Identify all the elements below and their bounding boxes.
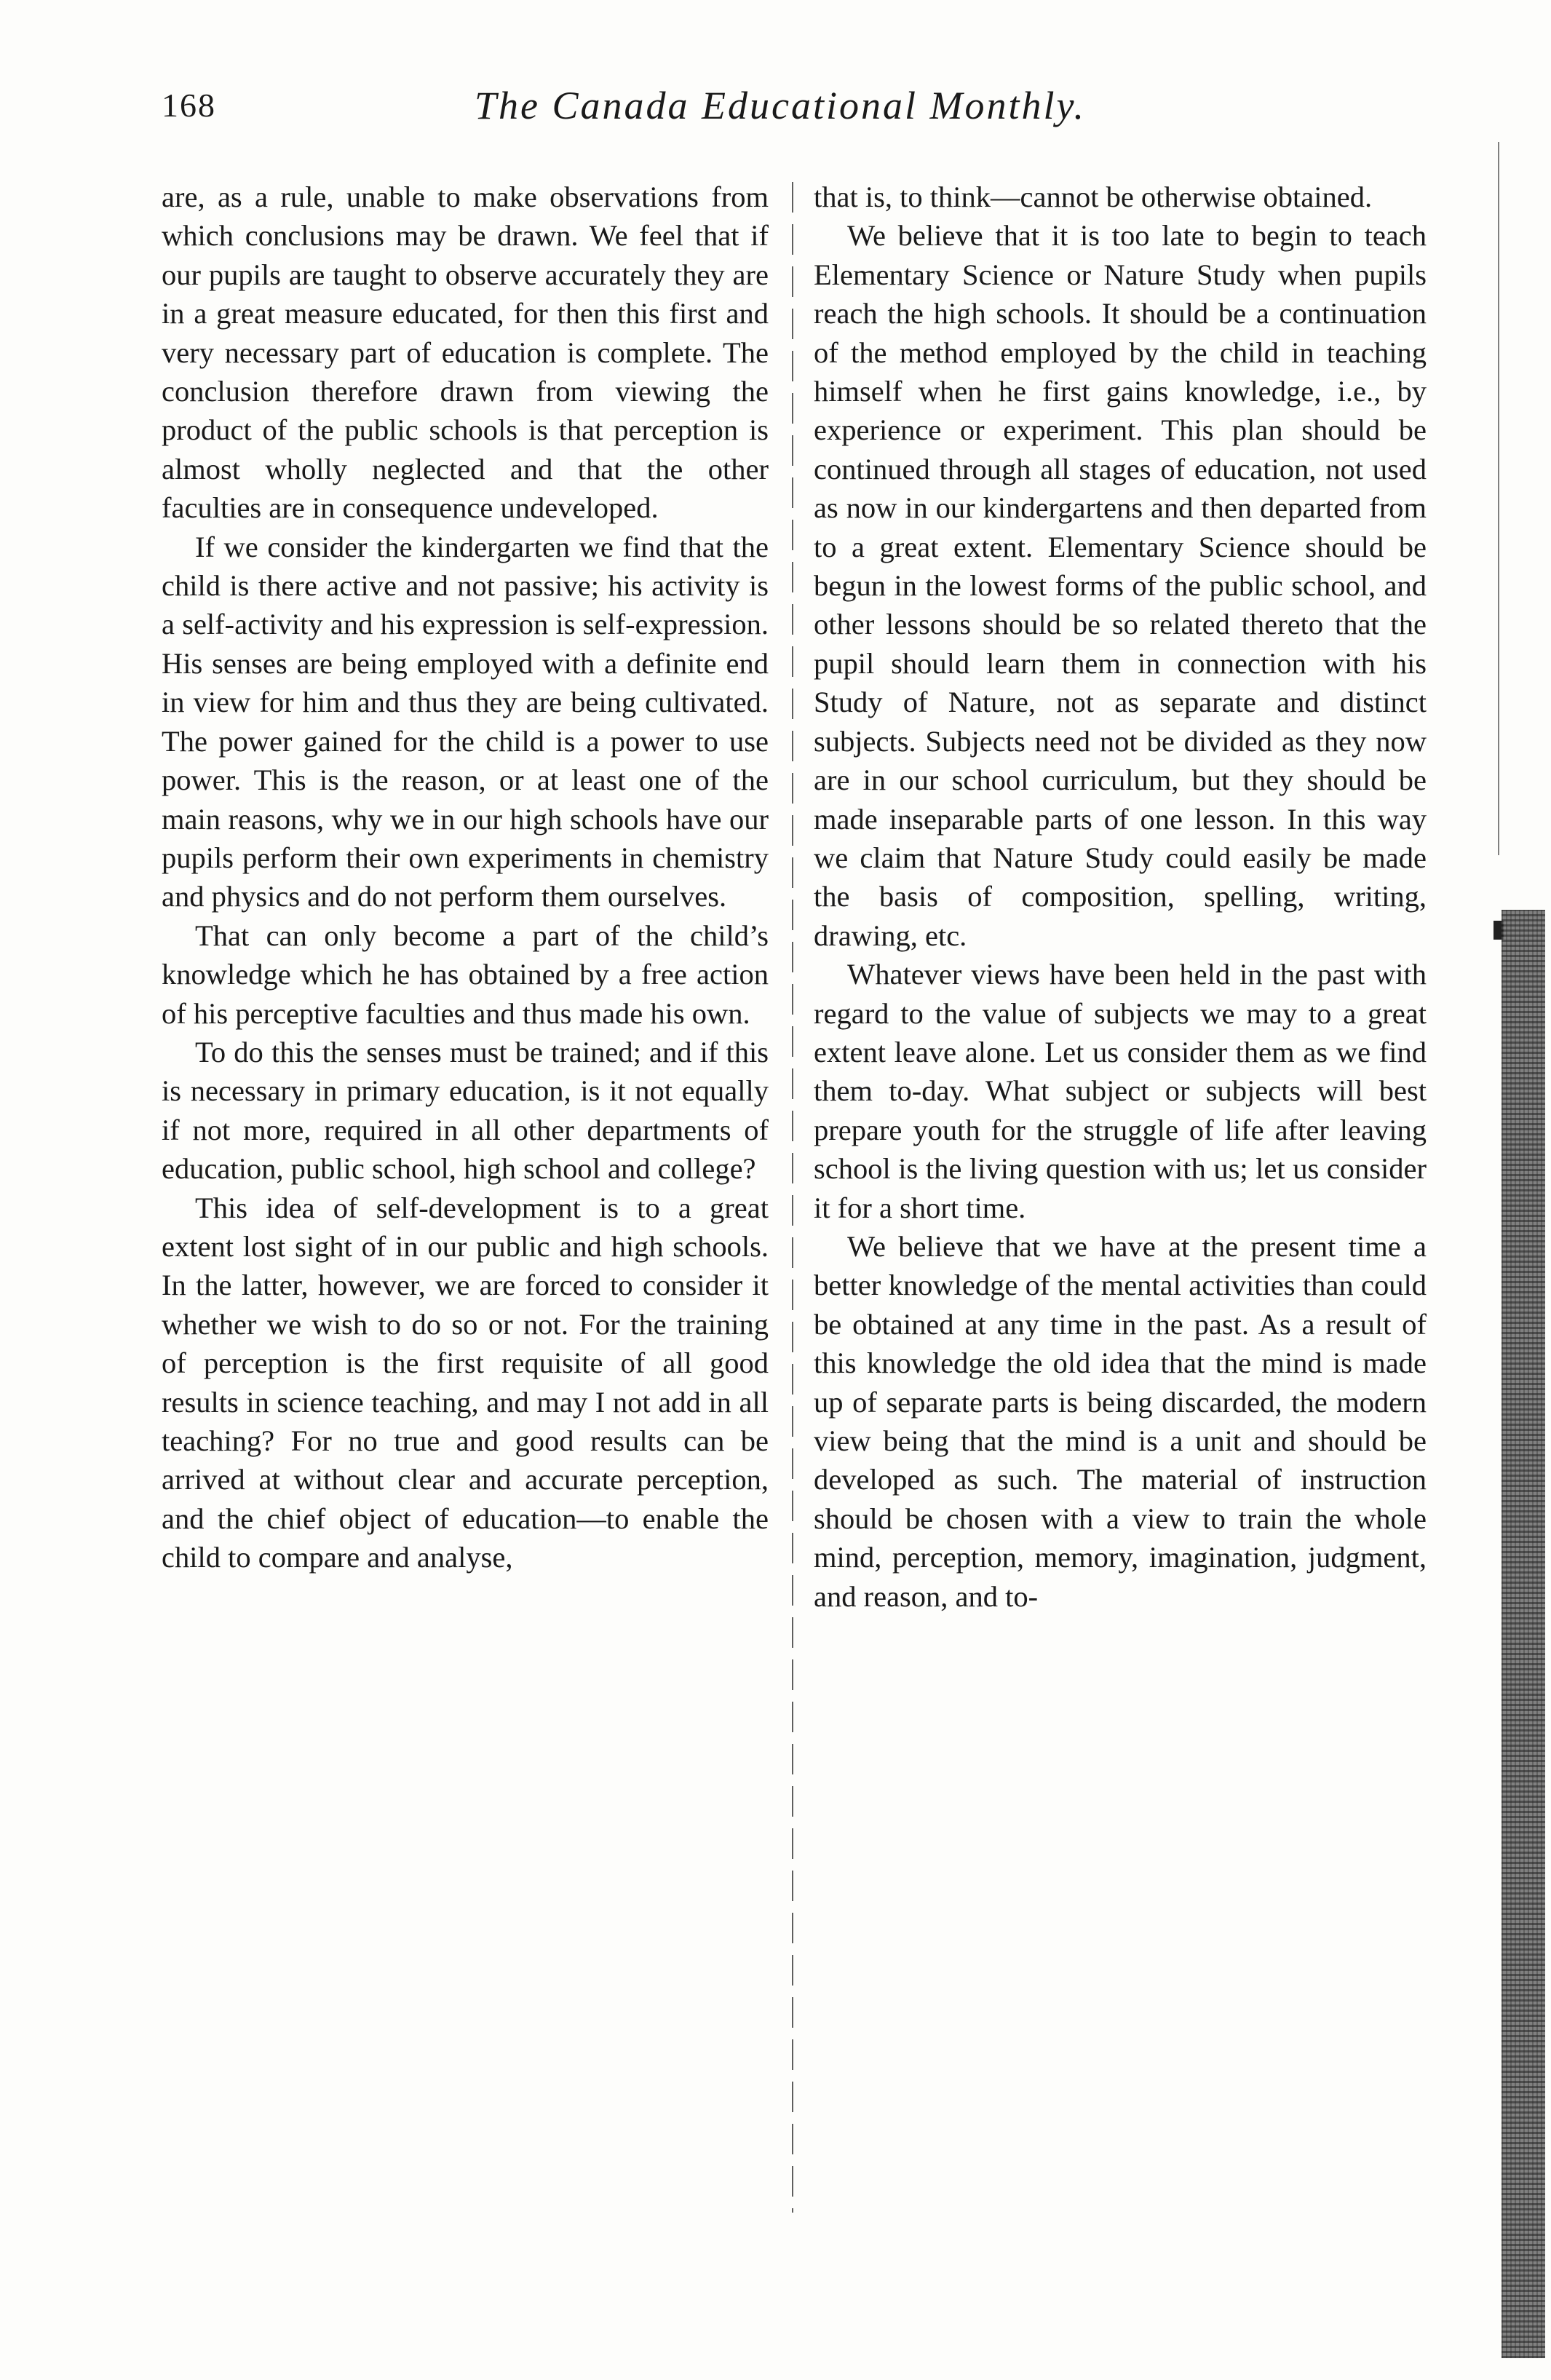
running-head [162,86,1428,137]
paragraph: We believe that we have at the present time a better knowledge of the mental activities than could be obtained at any time in the past. As a result of this knowledge the old idea that the mind is made up of separate parts is being discarded, the modern view being that the mind is a unit and should be developed as such. The material of instruction should be chosen with a view to train the whole mind, perception, memory, imagination, judgment, and reason, and to- [814,1229,1427,1613]
paragraph: that is, to think—cannot be otherwise obtained. [814,181,1373,213]
page-number: 168 [162,87,216,124]
paragraph: We believe that it is too late to begin to teach Elementary Science or Nature Study when pupils reach the high schools. It should be a continuation of the method employed by the child in teaching himself when he first gains knowledge, i.e., by experience or experiment. This plan should be continued through all stages of education, not used as now in our kindergartens and then departed from to a great extent. Elementary Science should be begun in the lowest forms of the public school, and other lessons should be so related thereto that the pupil should learn them in connection with his Study of Nature, not as separate and distinct subjects. Subjects need not be divided as they now are in our school curriculum, but they should be made inseparable parts of one lesson. In this way we claim that Nature Study could easily be made the basis of composition, spelling, writing, drawing, etc. [814,219,1427,952]
left-column [162,178,769,1577]
journal-title: The Canada Educational Monthly. [475,84,1086,127]
paragraph: That can only become a part of the child’s knowledge which he has obtained by a free action of his perceptive faculties and thus made his own. [162,919,769,1030]
right-column [814,178,1427,1616]
paragraph: Whatever views have been held in the past with regard to the value of subjects we may to a great extent leave alone. Let us consider them as we find them to-day. What subject or subjects will best prepare youth for the struggle of life after leaving school is the living question with us; let us consider it for a short time. [814,958,1427,1224]
paragraph: If we consider the kindergarten we find that the child is there active and not passive; his activity is a self-activity and his expression is self-expression. His senses are being employed with a definite end in view for him and thus they are being cultivated. The power gained for the child is a power to use power. This is the reason, or at least one of the main reasons, why we in our high schools have our pupils perform their own experiments in chemistry and physics and do not perform them ourselves. [162,530,769,913]
paragraph: To do this the senses must be trained; and if this is necessary in primary education, is it not equally if not more, required in all other departments of education, public school, high school and college? [162,1035,769,1186]
paragraph: This idea of self-development is to a great extent lost sight of in our public and high schools. In the latter, however, we are forced to consider it whether we wish to do so or not. For the training of perception is the first requisite of all good results in science teaching, and may I not add in all teaching? For no true and good results can be arrived at without clear and accurate perception, and the chief object of education—to enable the child to compare and analyse, [162,1191,769,1574]
page-edge-line [1498,142,1499,855]
scan-edge-shadow [1502,910,1545,2358]
paragraph: are, as a rule, unable to make observations from which conclusions may be drawn. We feel that if our pupils are taught to observe accurately they are in a great measure educated, for then this first and very necessary part of education is complete. The conclusion therefore drawn from viewing the product of the public schools is that perception is almost wholly neglected and that the other faculties are in consequence undeveloped. [162,181,769,525]
column-divider [792,182,793,2213]
